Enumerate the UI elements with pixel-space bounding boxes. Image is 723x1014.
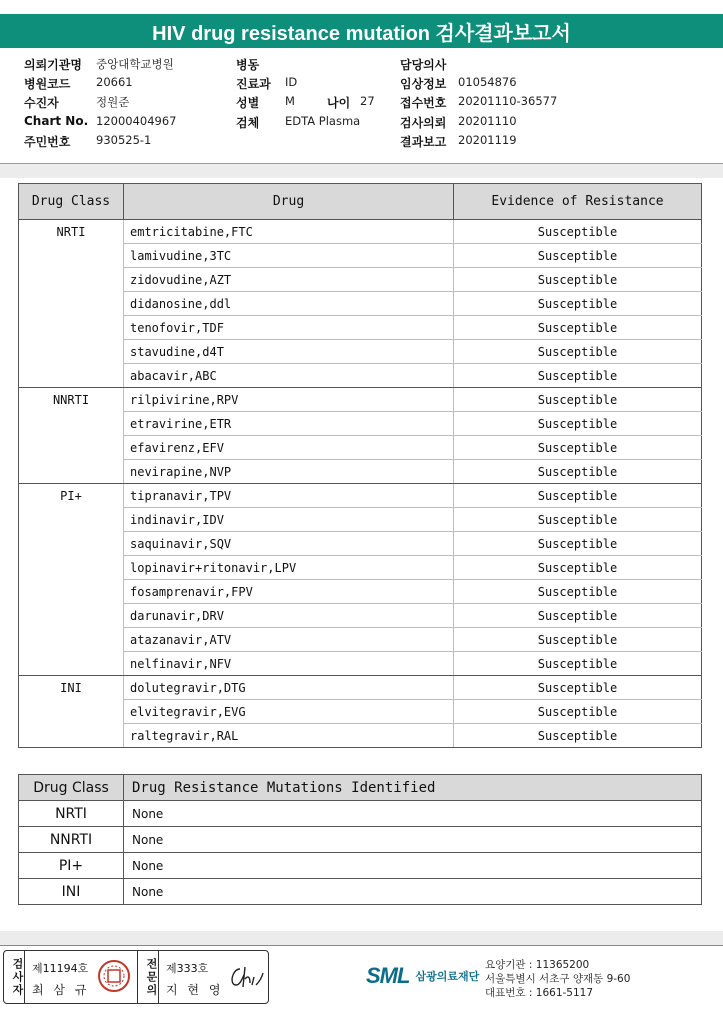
drug-cell: darunavir,DRV — [124, 604, 454, 628]
drug-class-cell: PI+ — [19, 484, 124, 676]
evidence-cell: Susceptible — [454, 604, 702, 628]
drug-cell: zidovudine,AZT — [124, 268, 454, 292]
evidence-cell: Susceptible — [454, 652, 702, 676]
sex-label: 성별 — [236, 96, 260, 110]
examiner-seal-icon — [97, 959, 131, 993]
patient-label: 수진자 — [24, 96, 59, 110]
drug-cell: tenofovir,TDF — [124, 316, 454, 340]
class-cell: PI+ — [19, 853, 124, 879]
evidence-cell: Susceptible — [454, 724, 702, 748]
evidence-cell: Susceptible — [454, 388, 702, 412]
col-drug: Drug — [124, 184, 454, 220]
institution-value: 중앙대학교병원 — [96, 57, 174, 71]
patient-info — [0, 56, 723, 156]
evidence-cell: Susceptible — [454, 532, 702, 556]
table-row — [19, 676, 702, 700]
org-logo — [366, 960, 479, 992]
drug-class-cell: NRTI — [19, 220, 124, 388]
request-date-label: 검사의뢰 — [400, 116, 447, 130]
evidence-cell: Susceptible — [454, 268, 702, 292]
drug-cell: emtricitabine,FTC — [124, 220, 454, 244]
accession-label: 접수번호 — [400, 96, 447, 110]
sml-logo: SML — [366, 963, 410, 988]
hospital-code-value: 20661 — [96, 75, 133, 89]
org-code: 요양기관 : 11365200 — [485, 959, 590, 971]
evidence-cell: Susceptible — [454, 508, 702, 532]
resident-no-label: 주민번호 — [24, 135, 71, 149]
class-cell: NNRTI — [19, 827, 124, 853]
drug-cell: efavirenz,EFV — [124, 436, 454, 460]
specimen-label: 검체 — [236, 116, 260, 130]
drug-cell: abacavir,ABC — [124, 364, 454, 388]
org-name: 삼광의료재단 — [415, 970, 480, 983]
table-row — [19, 827, 702, 853]
ward-label: 병동 — [236, 58, 260, 72]
table-row — [19, 853, 702, 879]
table-row — [19, 484, 702, 508]
evidence-cell: Susceptible — [454, 556, 702, 580]
evidence-cell: Susceptible — [454, 700, 702, 724]
institution-label: 의뢰기관명 — [24, 58, 82, 72]
chart-no-label: Chart No. — [24, 114, 89, 128]
drug-cell: rilpivirine,RPV — [124, 388, 454, 412]
mutation-cell: None — [124, 879, 702, 905]
drug-cell: elvitegravir,EVG — [124, 700, 454, 724]
drug-cell: saquinavir,SQV — [124, 532, 454, 556]
class-cell: INI — [19, 879, 124, 905]
evidence-cell: Susceptible — [454, 676, 702, 700]
specialist-signature-icon — [226, 963, 264, 991]
divider-band — [0, 164, 723, 178]
evidence-cell: Susceptible — [454, 316, 702, 340]
report-date-value: 20201119 — [458, 133, 517, 147]
drug-cell: etravirine,ETR — [124, 412, 454, 436]
report-date-label: 결과보고 — [400, 135, 447, 149]
specimen-value: EDTA Plasma — [285, 114, 361, 128]
evidence-cell: Susceptible — [454, 364, 702, 388]
resident-no-value: 930525-1 — [96, 133, 152, 147]
drug-cell: nelfinavir,NFV — [124, 652, 454, 676]
clinical-info-value: 01054876 — [458, 75, 517, 89]
examiner-label: 검사자 — [11, 957, 24, 997]
mutation-cell: None — [124, 853, 702, 879]
accession-value: 20201110-36577 — [458, 94, 558, 108]
drug-class-cell: NNRTI — [19, 388, 124, 484]
evidence-cell: Susceptible — [454, 460, 702, 484]
department-label: 진료과 — [236, 77, 271, 91]
report-title: HIV drug resistance mutation 검사결과보고서 — [0, 14, 723, 48]
examiner-name: 최 삼 규 — [32, 983, 90, 997]
request-date-value: 20201110 — [458, 114, 517, 128]
org-address: 서울특별시 서초구 양재동 9-60 — [485, 973, 631, 985]
col-evidence: Evidence of Resistance — [454, 184, 702, 220]
table-row — [19, 879, 702, 905]
evidence-cell: Susceptible — [454, 436, 702, 460]
signature-box — [3, 950, 269, 1004]
chart-no-value: 12000404967 — [96, 114, 177, 128]
org-address-block — [485, 958, 630, 1000]
drug-cell: fosamprenavir,FPV — [124, 580, 454, 604]
footer-band — [0, 931, 723, 945]
drug-cell: lamivudine,3TC — [124, 244, 454, 268]
drug-cell: lopinavir+ritonavir,LPV — [124, 556, 454, 580]
specialist-license: 제333호 — [166, 962, 209, 975]
evidence-cell: Susceptible — [454, 292, 702, 316]
drug-cell: stavudine,d4T — [124, 340, 454, 364]
table-row — [19, 801, 702, 827]
specialist-label: 전문의 — [145, 957, 158, 997]
drug-cell: dolutegravir,DTG — [124, 676, 454, 700]
evidence-cell: Susceptible — [454, 220, 702, 244]
col-drug-class: Drug Class — [19, 775, 124, 801]
drug-cell: nevirapine,NVP — [124, 460, 454, 484]
evidence-cell: Susceptible — [454, 628, 702, 652]
drug-class-cell: INI — [19, 676, 124, 748]
col-mutations: Drug Resistance Mutations Identified — [124, 775, 702, 801]
evidence-cell: Susceptible — [454, 244, 702, 268]
drug-cell: didanosine,ddl — [124, 292, 454, 316]
age-label: 나이 — [327, 96, 351, 110]
patient-value: 정원준 — [96, 95, 130, 109]
evidence-cell: Susceptible — [454, 580, 702, 604]
drug-cell: tipranavir,TPV — [124, 484, 454, 508]
resistance-table — [18, 183, 702, 748]
specialist-name: 지 현 영 — [166, 983, 224, 997]
clinical-info-label: 임상정보 — [400, 77, 447, 91]
mutation-cell: None — [124, 827, 702, 853]
examiner-license: 제11194호 — [32, 962, 89, 975]
evidence-cell: Susceptible — [454, 412, 702, 436]
drug-cell: indinavir,IDV — [124, 508, 454, 532]
table-row — [19, 388, 702, 412]
hospital-code-label: 병원코드 — [24, 77, 71, 91]
sex-value: M — [285, 94, 295, 108]
org-phone: 대표번호 : 1661-5117 — [485, 987, 594, 999]
table-row — [19, 220, 702, 244]
mutation-table — [18, 774, 702, 905]
department-value: ID — [285, 75, 298, 89]
footer-divider — [0, 945, 723, 946]
col-drug-class: Drug Class — [19, 184, 124, 220]
age-value: 27 — [360, 94, 375, 108]
class-cell: NRTI — [19, 801, 124, 827]
evidence-cell: Susceptible — [454, 340, 702, 364]
drug-cell: atazanavir,ATV — [124, 628, 454, 652]
mutation-cell: None — [124, 801, 702, 827]
evidence-cell: Susceptible — [454, 484, 702, 508]
drug-cell: raltegravir,RAL — [124, 724, 454, 748]
doctor-label: 담당의사 — [400, 58, 447, 72]
